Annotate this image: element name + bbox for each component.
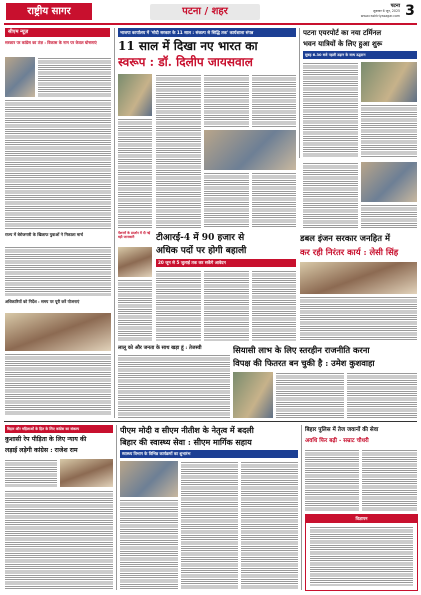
center-text-5	[252, 74, 296, 128]
col1-text-1	[38, 57, 111, 97]
mid-story-head: लालू को और जनता के साथ खड़ा हूं : तेजस्वी	[118, 345, 202, 351]
col1-photo-1	[5, 57, 35, 97]
col1-tag: सीएम न्यूज़	[5, 28, 110, 37]
brand-logo: राष्ट्रीय सागर	[6, 3, 92, 20]
masthead-date: शुक्रवार 6 जून, 2025	[373, 9, 400, 13]
center-photo-group	[204, 130, 296, 170]
center-text-3	[204, 74, 249, 128]
masthead-city: पटना	[390, 3, 400, 9]
tre-headline-2: अधिक पदों पर होगी बहाली	[156, 246, 247, 256]
col1-divider	[114, 28, 115, 418]
br-head-line2: अवधि फिर बढ़ी - सम्राट चौधरी	[305, 438, 369, 444]
ad-text	[310, 526, 413, 586]
col1-text-4	[5, 353, 111, 415]
ad-title: विज्ञापन	[306, 515, 417, 523]
br-divider	[301, 425, 302, 590]
kushwaha-text-2	[347, 372, 417, 418]
airport-headline-1: पटना एयरपोर्ट का नया टर्मिनल	[303, 28, 382, 37]
bc-text-1	[120, 499, 178, 590]
center-portrait	[118, 74, 152, 116]
tre-headline-1: टीआरई-4 में 90 हजार से	[156, 233, 245, 243]
bc-head-line1: पीएम मोदी व सीएम नीतीश के नेतृत्व में बदली	[120, 425, 254, 435]
kushwaha-portrait	[233, 372, 273, 418]
right-mid-text-2	[361, 204, 417, 228]
airport-strip: सुबह 6.30 बजे पहली उड़ान के साथ उद्घाटन	[303, 51, 417, 59]
tre-strip: 20 जून से 5 जुलाई तक कर सकेंगे आवेदन	[156, 259, 296, 267]
bl-photo	[60, 459, 113, 487]
bl-text-2	[5, 490, 113, 590]
center-text-2	[156, 74, 201, 228]
nda-photo	[300, 262, 417, 294]
page-number: 3	[405, 3, 415, 19]
bc-photo	[120, 461, 178, 497]
masthead-website: www.rashtriyasagar.com	[360, 14, 400, 18]
right-mid-photo	[361, 162, 417, 202]
center-side-item-head: पेंशनरों के प्रदर्शन में दी गई बड़ी जानकारी	[118, 231, 151, 240]
center-kicker: भाजपा कार्यालय में 'मोदी सरकार के 11 साल : संकल्प से सिद्धि तक' कार्यशाला संपन्न	[118, 28, 296, 37]
center-side-photo	[118, 247, 152, 277]
center-side-text	[118, 279, 152, 341]
col1-text-2	[5, 99, 111, 229]
masthead	[0, 0, 421, 24]
col1-photo-2	[5, 313, 111, 351]
bl-head-line2: लड़ाई लड़ेगी कांग्रेस : राजेश राम	[5, 447, 78, 454]
br-head-line1: बिहार पुलिस में तेज जवानों की सेवा	[305, 427, 379, 433]
kushwaha-head-line1: सियासी लाभ के लिए स्तरहीन राजनीति करना	[233, 345, 370, 355]
airport-photo	[361, 62, 417, 102]
bl-text-1	[5, 459, 57, 487]
bc-divider-left	[116, 425, 117, 590]
br-text-2	[362, 449, 417, 511]
nda-head-line2: कर रही निरंतर कार्य : लेसी सिंह	[300, 247, 399, 257]
right-divider	[299, 28, 300, 158]
nda-head-line1: डबल इंजन सरकार जनहित में	[300, 233, 390, 243]
nda-text	[300, 296, 417, 341]
col1-story3-head: अधिकारियों को निर्देश : समय पर पूरी करें योजनाएं	[5, 299, 80, 304]
masthead-rule	[4, 23, 417, 25]
col1-story1-head: सरकार पर कांग्रेस का तंज़ : विकास के नाम पर केवल घोषणाएं	[5, 40, 97, 45]
center-text-6	[252, 172, 296, 228]
right-mid-text-1	[303, 162, 358, 228]
tre-text-1	[156, 270, 201, 341]
section-title: पटना / शहर	[150, 4, 260, 20]
tre-text-2	[204, 270, 249, 341]
bl-head-line1: कुशासी रेप पीड़िता के लिए न्याय की	[5, 436, 87, 443]
center-headline-1: 11 साल में दिखा नए भारत का	[118, 39, 258, 53]
center-text-1	[118, 118, 152, 228]
col1-story2-head: राज्य में बेरोजगारी के खिलाफ युवाओं ने निकाला मार्च	[5, 232, 83, 237]
airport-text-2	[361, 104, 417, 158]
airport-text-1	[303, 62, 358, 158]
bottom-rule	[4, 421, 417, 422]
bc-text-2	[181, 461, 238, 590]
col1-text-3	[5, 246, 111, 296]
tre-text-3	[252, 270, 296, 341]
center-headline-2: स्वरूप : डॉ. दिलीप जायसवाल	[118, 55, 253, 69]
center-text-4	[204, 172, 249, 228]
bc-text-3	[241, 461, 298, 590]
bl-strip: बिहार और महिलाओं के हित के लिए कांग्रेस का संकल्प	[5, 425, 113, 433]
kushwaha-text-1	[276, 372, 344, 418]
advertisement-box	[305, 514, 418, 591]
kushwaha-head-line2: विपक्ष की फितरत बन चुकी है : उमेश कुशवाहा	[233, 358, 375, 368]
br-text-1	[305, 449, 359, 511]
airport-headline-2: भवन यात्रियों के लिए हुआ शुरू	[303, 39, 383, 48]
bc-strip: स्वास्थ्य विभाग के विभिन्न कार्यक्रमों का शुभारंभ	[120, 450, 298, 458]
mid-story-text	[118, 354, 230, 418]
bc-head-line2: बिहार की स्वास्थ्य सेवा : सीएम मार्गिक सहाय	[120, 437, 252, 447]
